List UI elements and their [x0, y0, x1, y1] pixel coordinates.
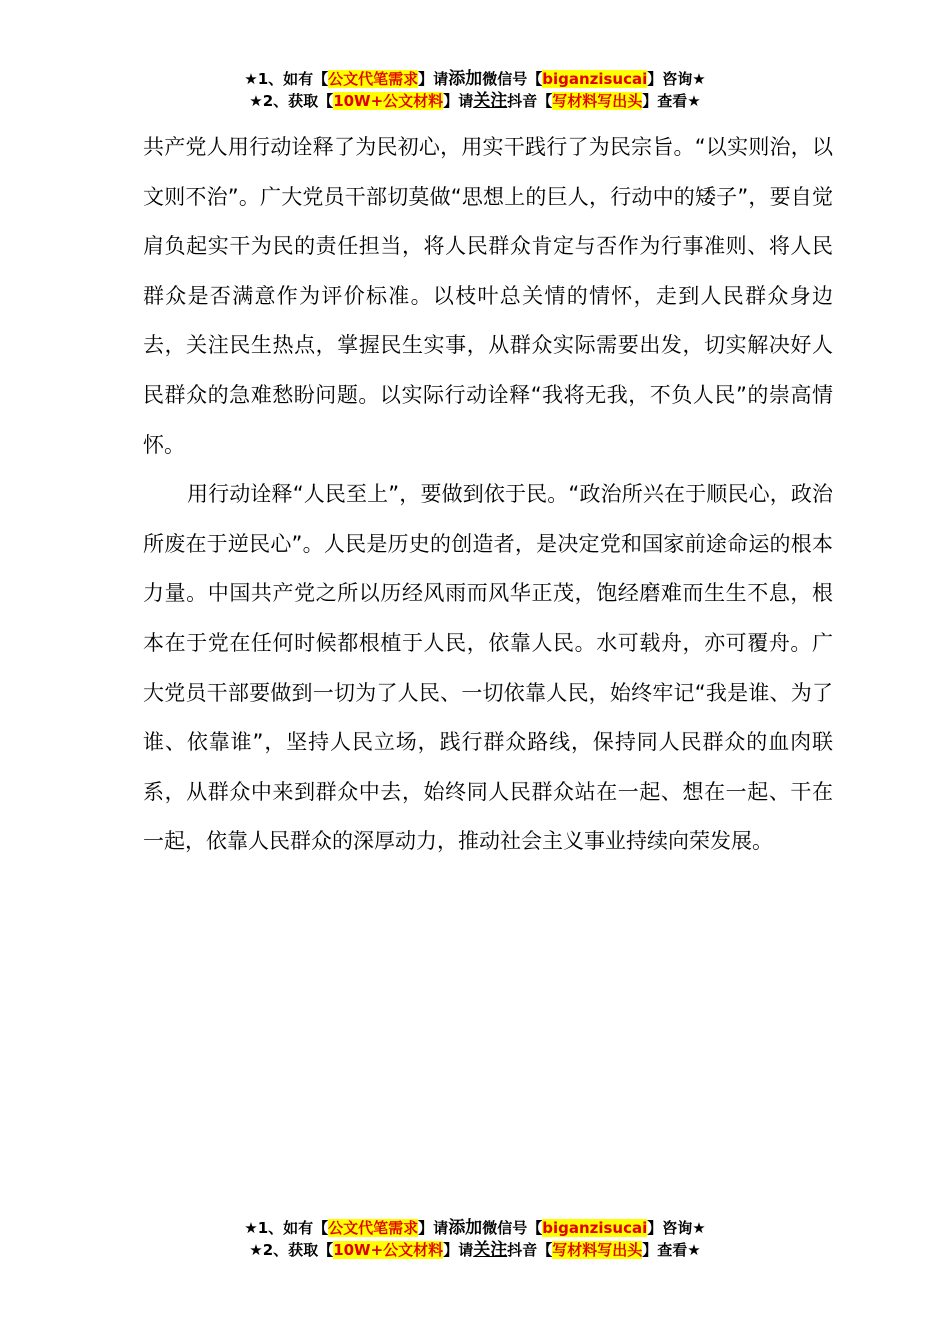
promo-highlight: 公文代笔需求: [328, 1219, 419, 1237]
promo-text: 】请: [443, 1241, 474, 1259]
body-paragraph-2: 用行动诠释“人民至上”，要做到依于民。“政治所兴在于顺民心，政治所废在于逆民心”。人民是历史的创造者，是决定党和国家前途命运的根本力量。中国共产党之所以历经风雨而风华正茂，饱经磨难而生生不息，根本在于党在任何时候都根植于人民，依靠人民。水可载舟，亦可覆舟。广大党员干部要做到一切为了人民、一切依靠人民，始终牢记“我是谁、为了谁、依靠谁”，坚持人民立场，践行群众路线，保持同人民群众的血肉联系，从群众中来到群众中去，始终同人民群众站在一起、想在一起、干在一起，依靠人民群众的深厚动力，推动社会主义事业持续向荣发展。: [143, 482, 833, 854]
promo-highlight: biganzisucai: [542, 70, 648, 88]
promo-text: 微信号【: [482, 70, 543, 88]
body-paragraph-1: 共产党人用行动诠释了为民初心，用实干践行了为民宗旨。“以实则治，以文则不治”。广大党员干部切莫做“思想上的巨人，行动中的矮子”，要自觉肩负起实干为民的责任担当，将人民群众肯定与否作为行事准则、将人民群众是否满意作为评价标准。以枝叶总关情的情怀，走到人民群众身边去，关注民生热点，掌握民生实事，从群众实际需要出发，切实解决好人民群众的急难愁盼问题。以实际行动诠释“我将无我，不负人民”的崇高情怀。: [143, 135, 833, 457]
footer-promo-line-2: [0, 1239, 950, 1261]
promo-text: 】咨询★: [647, 70, 706, 88]
header-promo: [0, 68, 950, 112]
promo-highlight: 写材料写出头: [552, 92, 643, 110]
promo-text: ★1、如有【: [244, 1219, 329, 1237]
promo-highlight: 10W+公文材料: [333, 92, 444, 110]
promo-text: 微信号【: [482, 1219, 543, 1237]
promo-text: 】查看★: [642, 1241, 701, 1259]
promo-text: ★2、获取【: [249, 92, 334, 110]
promo-text: ★1、如有【: [244, 70, 329, 88]
promo-emphasis: 添加: [448, 1218, 483, 1238]
promo-highlight: biganzisucai: [542, 1219, 648, 1237]
promo-text: 】查看★: [642, 92, 701, 110]
promo-text: 】请: [418, 70, 449, 88]
promo-text: 】请: [443, 92, 474, 110]
promo-text: ★2、获取【: [249, 1241, 334, 1259]
promo-highlight: 写材料写出头: [552, 1241, 643, 1259]
footer-promo-line-1: [0, 1217, 950, 1239]
promo-highlight: 公文代笔需求: [328, 70, 419, 88]
promo-emphasis: 添加: [448, 69, 483, 89]
promo-text: 抖音【: [507, 1241, 553, 1259]
document-body: [143, 123, 833, 867]
promo-text: 】请: [418, 1219, 449, 1237]
promo-text: 抖音【: [507, 92, 553, 110]
promo-highlight: 10W+公文材料: [333, 1241, 444, 1259]
promo-emphasis: 关注: [473, 1240, 508, 1260]
promo-emphasis: 关注: [473, 91, 508, 111]
header-promo-line-1: [0, 68, 950, 90]
footer-promo: [0, 1217, 950, 1261]
promo-text: 】咨询★: [647, 1219, 706, 1237]
header-promo-line-2: [0, 90, 950, 112]
